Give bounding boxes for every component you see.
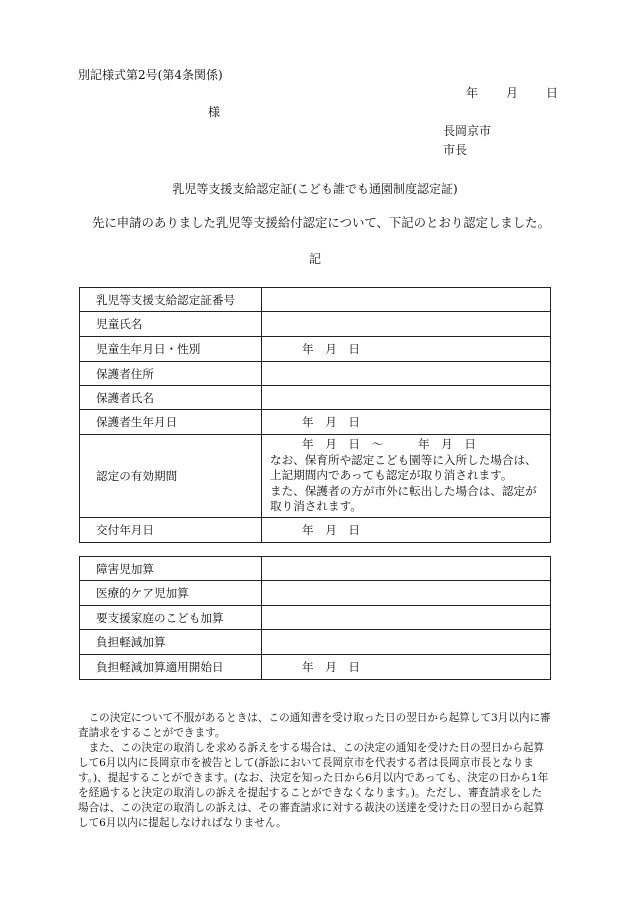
- table-row: [80, 655, 551, 680]
- row-label: 保護者住所: [80, 362, 262, 386]
- row-label: 医療的ケア児加算: [80, 581, 262, 606]
- row-label: 保護者氏名: [80, 386, 262, 410]
- table-row: [80, 362, 551, 386]
- table-row: [80, 410, 551, 435]
- ki-heading: 記: [308, 252, 321, 266]
- table-row: [80, 288, 551, 312]
- period-label: 認定の有効期間: [80, 435, 262, 518]
- row-value: 年 月 日: [262, 655, 551, 680]
- date-year-label: 年: [466, 86, 479, 100]
- row-label: 負担軽減加算: [80, 630, 262, 655]
- appeal-paragraph-lawsuit: また、この決定の取消しを求める訴えをする場合は、この決定の通知を受けた日の翌日から起算して6月以内に長岡京市を被告として(訴訟において長岡京市を代表する者は長岡京市長となります。)、提起することができます。(なお、決定を知った日から6月以内であっても、決定の日から1年を経過すると決定の取消しの訴えを提起することができなくなります。)。ただし、審査請求をした場合は、この決定の取消しの訴えは、その審査請求に対する裁決の送達を受けた日の翌日から起算して6月以内に提起しなければなりません。: [78, 742, 549, 829]
- table-row: [80, 386, 551, 410]
- issue-date-line: [466, 84, 558, 101]
- issue-date-value: 年 月 日: [262, 517, 551, 542]
- row-label: 児童生年月日・性別: [80, 337, 262, 362]
- certification-table: [79, 287, 551, 543]
- table-row: [80, 557, 551, 581]
- period-note-move-out: また、保護者の方が市外に転出した場合は、認定が取り消されます。: [270, 483, 537, 513]
- row-label: 保護者生年月日: [80, 410, 262, 435]
- row-value: 年 月 日: [262, 337, 551, 362]
- form-number: 別記様式第2号(第4条関係): [78, 68, 223, 82]
- row-value: 年 月 日: [262, 410, 551, 435]
- row-label: 障害児加算: [80, 557, 262, 581]
- row-label: 児童氏名: [80, 312, 262, 337]
- table-row: [80, 517, 551, 542]
- document-title: 乳児等支援支給認定証(こども誰でも通園制度認定証): [172, 182, 458, 196]
- period-note-enrollment: なお、保育所や認定こども園等に入所した場合は、上記期間内であっても認定が取り消されます。: [270, 452, 537, 482]
- table-row-period: [80, 435, 551, 518]
- row-label: 乳児等支援支給認定証番号: [80, 288, 262, 312]
- appeal-notice: [78, 711, 552, 831]
- row-value: [262, 288, 551, 312]
- row-value: [262, 606, 551, 630]
- row-value: [262, 386, 551, 410]
- issue-date-label: 交付年月日: [80, 517, 262, 542]
- row-value: [262, 581, 551, 606]
- row-value: [262, 630, 551, 655]
- issuer-city: 長岡京市: [443, 124, 492, 138]
- table-row: [80, 312, 551, 337]
- date-day-label: 日: [546, 86, 559, 100]
- appeal-paragraph-review: この決定について不服があるときは、この通知書を受け取った日の翌日から起算して3月以内に審査請求をすることができます。: [78, 712, 551, 739]
- row-label: 要支援家庭のこども加算: [80, 606, 262, 630]
- period-range: 年 月 日 ～ 年 月 日: [302, 437, 476, 451]
- issuer-title: 市長: [443, 143, 468, 157]
- row-value: [262, 362, 551, 386]
- table-row: [80, 581, 551, 606]
- row-value: [262, 312, 551, 337]
- additions-table: [79, 556, 551, 680]
- date-month-label: 月: [506, 86, 519, 100]
- row-label: 負担軽減加算適用開始日: [80, 655, 262, 680]
- table-row: [80, 606, 551, 630]
- table-row: [80, 630, 551, 655]
- recipient-suffix: 様: [208, 105, 221, 119]
- period-value: [262, 435, 551, 518]
- intro-text: 先に申請のありました乳児等支援給付認定について、下記のとおり認定しました。: [92, 215, 550, 230]
- table-row: [80, 337, 551, 362]
- row-value: [262, 557, 551, 581]
